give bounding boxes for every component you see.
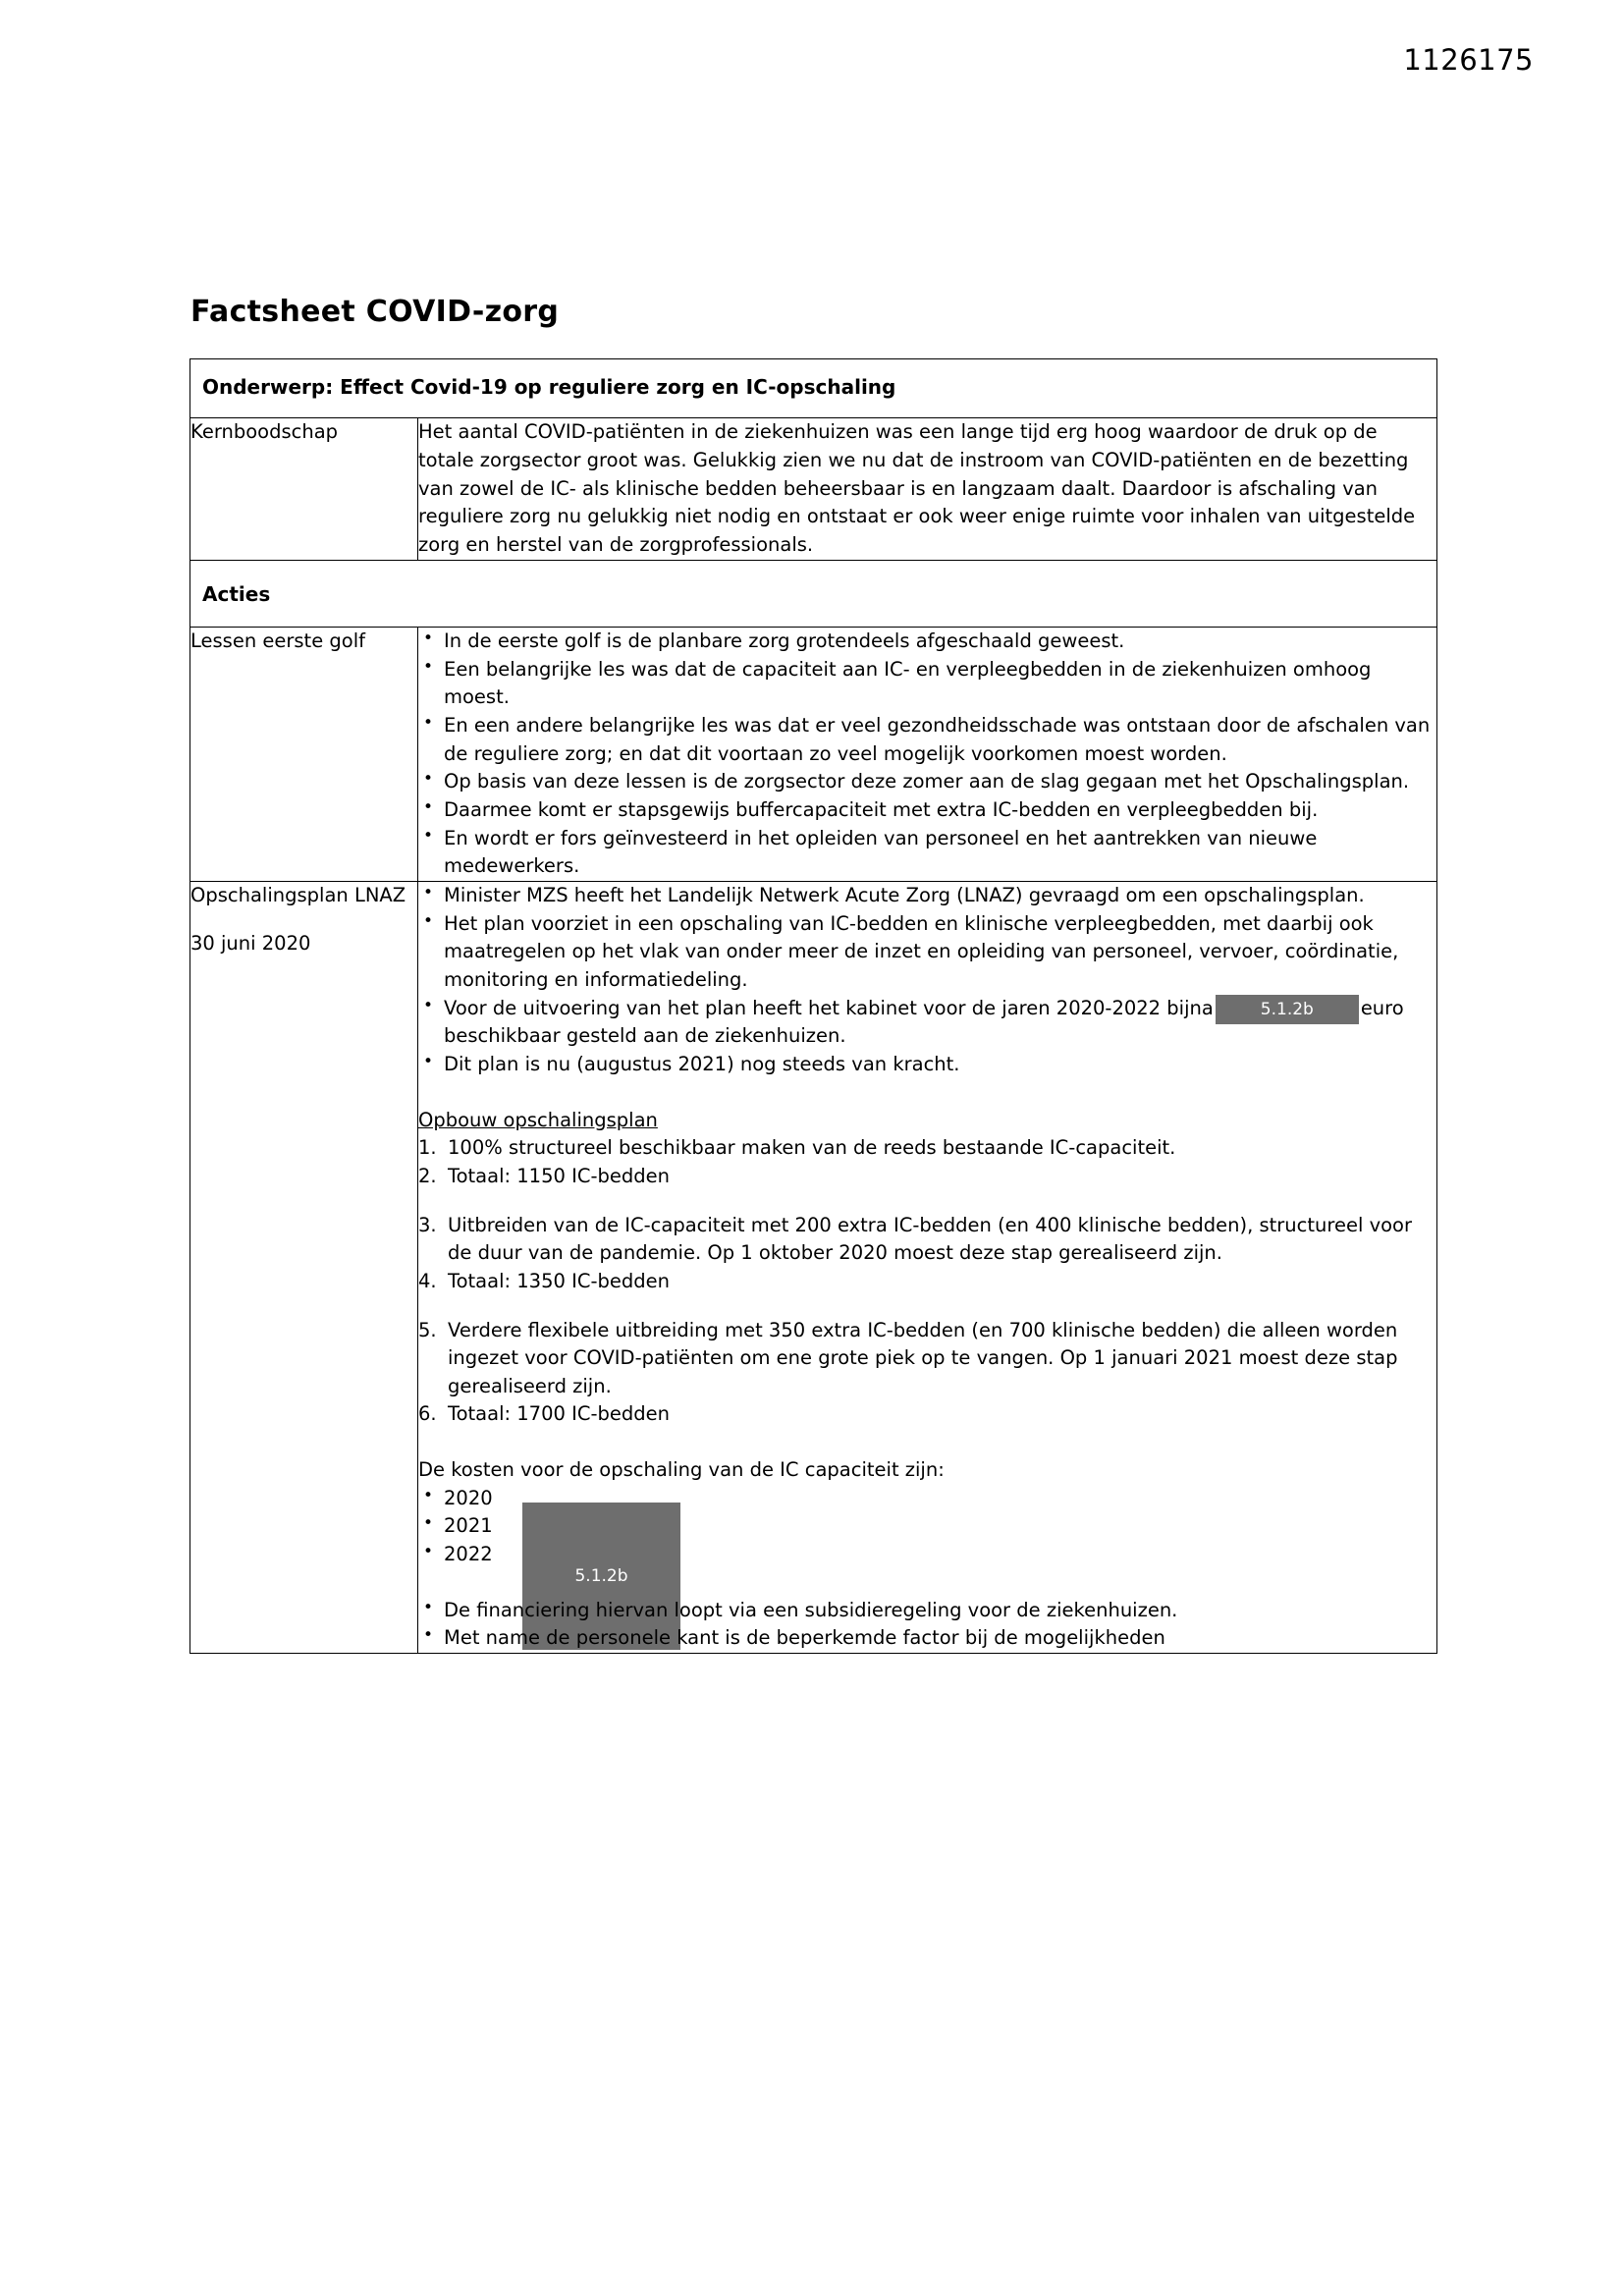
numbered-item: [418, 1134, 1436, 1163]
item-number: 2.: [418, 1164, 437, 1187]
table-row-subject: [190, 359, 1437, 418]
list-item: • 2022: [418, 1541, 1436, 1569]
numbered-item: [418, 1212, 1436, 1268]
list-item: • Op basis van deze lessen is de zorgsector deze zomer aan de slag gegaan met het Opschalingsplan.: [418, 768, 1436, 796]
list-item: • De financiering hiervan loopt via een subsidieregeling voor de ziekenhuizen.: [418, 1597, 1436, 1625]
kernboodschap-label: Kernboodschap: [190, 418, 418, 560]
spacer: [418, 1079, 1436, 1107]
list-item: • En wordt er fors geïnvesteerd in het opleiden van personeel en het aantrekken van nieuwe medewerkers.: [418, 825, 1436, 881]
page-title: Factsheet COVID-zorg: [190, 295, 560, 330]
spacer: [418, 1191, 1436, 1212]
list-item: • En een andere belangrijke les was dat er veel gezondheidsschade was ontstaan door de afschalen van de reguliere zorg; en dat dit voortaan zo veel mogelijk voorkomen moest worden.: [418, 712, 1436, 768]
item-number: 4.: [418, 1269, 437, 1292]
item-text: Totaal: 1150 IC-bedden: [448, 1164, 670, 1187]
kosten-heading: De kosten voor de opschaling van de IC capaciteit zijn:: [418, 1458, 945, 1482]
acties-header-cell: Acties: [190, 560, 1437, 627]
item-text: Totaal: 1350 IC-bedden: [448, 1269, 670, 1292]
opbouw-heading: Opbouw opschalingsplan: [418, 1108, 658, 1131]
numbered-item: [418, 1317, 1436, 1401]
table-row-kernboodschap: [190, 418, 1437, 560]
numbered-item: [418, 1163, 1436, 1191]
list-item: • Dit plan is nu (augustus 2021) nog steeds van kracht.: [418, 1051, 1436, 1079]
opschalingsplan-label: [190, 881, 418, 1653]
opschalingsplan-body: [418, 881, 1437, 1653]
redaction-box-budget: 5.1.2b: [1216, 995, 1359, 1024]
item-number: 1.: [418, 1136, 437, 1160]
redaction-box-kosten: 5.1.2b: [522, 1503, 680, 1650]
item-text: Verdere flexibele uitbreiding met 350 extra IC-bedden (en 700 klinische bedden) die alleen worden ingezet voor COVID-patiënten om ene grote piek op te vangen. Op 1 januari 2021 moest deze stap gerealiseerd zijn.: [448, 1318, 1398, 1397]
kernboodschap-body: [418, 418, 1437, 560]
list-item: • Een belangrijke les was dat de capaciteit aan IC- en verpleegbedden in de ziekenhuizen omhoog moest.: [418, 656, 1436, 712]
list-item: • Het plan voorziet in een opschaling van IC-bedden en klinische verpleegbedden, met daarbij ook maatregelen op het vlak van onder meer de inzet en opleiding van personeel, vervoer, coördinatie, monitoring en informatiedeling.: [418, 910, 1436, 995]
list-item: • 2021: [418, 1512, 1436, 1541]
subject-cell: Onderwerp: Effect Covid-19 op reguliere zorg en IC-opschaling: [190, 359, 1437, 418]
spacer: [418, 1296, 1436, 1317]
list-item: • 2020: [418, 1485, 1436, 1513]
lessen-bullet-list: [418, 628, 1436, 881]
lessen-label: Lessen eerste golf: [190, 628, 418, 882]
list-item-budget: [418, 995, 1436, 1051]
opschalingsplan-label-line2: 30 juni 2020: [190, 931, 311, 955]
opschalingsplan-bullet-list-bottom: [418, 1597, 1436, 1653]
list-item: • Minister MZS heeft het Landelijk Netwerk Acute Zorg (LNAZ) gevraagd om een opschalingsplan.: [418, 882, 1436, 910]
item-text: Totaal: 1700 IC-bedden: [448, 1402, 670, 1426]
opschalingsplan-label-line1: Opschalingsplan LNAZ: [190, 883, 406, 906]
kosten-block: [418, 1485, 1436, 1586]
lessen-body: [418, 628, 1437, 882]
item-number: 6.: [418, 1402, 437, 1426]
item-number: 3.: [418, 1213, 437, 1236]
item-number: 5.: [418, 1318, 437, 1341]
spacer: [418, 1429, 1436, 1456]
table-row-opschalingsplan: [190, 881, 1437, 1653]
kernboodschap-paragraph: Het aantal COVID-patiënten in de ziekenhuizen was een lange tijd erg hoog waardoor de druk op de totale zorgsector groot was. Gelukkig zien we nu dat de instroom van COVID-patiënten en de bezetting van zowel de IC- als klinische bedden beheersbaar is en langzaam daalt. Daardoor is afschaling van reguliere zorg nu gelukkig niet nodig en ontstaat er ook weer enige ruimte voor inhalen van uitgestelde zorg en herstel van de zorgprofessionals.: [418, 420, 1416, 557]
list-item: • In de eerste golf is de planbare zorg grotendeels afgeschaald geweest.: [418, 628, 1436, 656]
item-text: Uitbreiden van de IC-capaciteit met 200 extra IC-bedden (en 400 klinische bedden), structureel voor de duur van de pandemie. Op 1 oktober 2020 moest deze stap gerealiseerd zijn.: [448, 1213, 1412, 1265]
budget-text-before: Voor de uitvoering van het plan heeft het kabinet voor de jaren 2020-2022 bijna: [444, 996, 1214, 1019]
factsheet-table: [189, 358, 1437, 1654]
list-item: • Met name de personele kant is de beperkemde factor bij de mogelijkheden: [418, 1624, 1436, 1653]
opschalingsplan-bullet-list-top: [418, 882, 1436, 1079]
numbered-item: [418, 1268, 1436, 1296]
list-item: • Daarmee komt er stapsgewijs buffercapaciteit met extra IC-bedden en verpleegbedden bij.: [418, 796, 1436, 825]
item-text: 100% structureel beschikbaar maken van de reeds bestaande IC-capaciteit.: [448, 1136, 1176, 1160]
table-row-lessen-eerste-golf: [190, 628, 1437, 882]
opbouw-numbered-list: [418, 1134, 1436, 1429]
numbered-item: [418, 1400, 1436, 1429]
table-row-acties-header: [190, 560, 1437, 627]
document-number: 1126175: [1403, 43, 1534, 77]
budget-text-after: euro beschikbaar gesteld aan de ziekenhuizen.: [444, 996, 1404, 1048]
